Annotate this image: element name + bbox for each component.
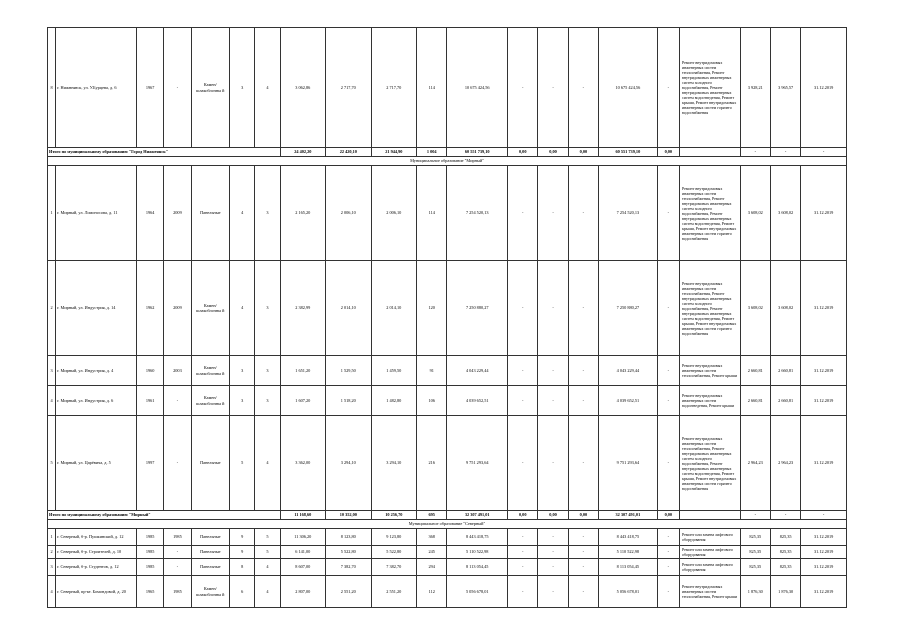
- cell-address: г. Северный, пр-кт. Бомондовой, д. 20: [56, 576, 137, 608]
- cell-address: г. Северный, б-р. Студентов, д. 12: [56, 559, 137, 576]
- cell-entrances: 3: [255, 386, 280, 416]
- cell-unit-cost: 825,35: [740, 529, 770, 546]
- cell-total-area: 11 306,20: [280, 529, 326, 546]
- cell-area-all: 2 717,70: [326, 28, 372, 148]
- cell-entrances: 4: [255, 416, 280, 511]
- cell-cost-total: 7 254 520,13: [447, 166, 508, 261]
- cell-cost-budget-loc: -: [568, 166, 598, 261]
- cell-year-recon: 2003: [164, 356, 191, 386]
- cell-year-recon: -: [164, 546, 191, 559]
- total-cost-fund: 0,00: [508, 511, 538, 520]
- cell-floors: 9: [230, 529, 255, 546]
- cell-unit-cost: 2 964,23: [740, 416, 770, 511]
- cell-cost-budget-rep: -: [538, 28, 568, 148]
- cell-floors: 4: [230, 166, 255, 261]
- cell-residents: 368: [417, 529, 447, 546]
- total-cost-other: 0,00: [657, 148, 679, 157]
- cell-floors: 9: [230, 546, 255, 559]
- cell-unit-cost: 1 876,30: [740, 576, 770, 608]
- total-deadline: -: [801, 511, 847, 520]
- cell-max-cost: 3 965,57: [770, 28, 800, 148]
- cell-work-types: Ремонт внутридомовых инженерных систем теплоснабжения, Ремонт внутридомовых инженерных систем холодного водоснабжения, Ремонт внутридомовых инженерных систем водоотведения, Ремонт крыши, Ремонт внутридомовых инженерных систем горячего водоснабжения: [679, 166, 740, 261]
- municipality-title: Муниципальное образование "Мирный": [48, 157, 847, 166]
- cell-total-area: 8 607,00: [280, 559, 326, 576]
- cell-cost-fund: -: [508, 576, 538, 608]
- cell-address: г. Мирный, ул. Индустрия, д. 4: [56, 356, 137, 386]
- cell-deadline: 31.12.2019: [801, 28, 847, 148]
- total-max-cost: -: [770, 511, 800, 520]
- total-work-types: [679, 511, 740, 520]
- cell-total-area: 2 382,99: [280, 261, 326, 356]
- cell-deadline: 31.12.2019: [801, 416, 847, 511]
- cell-wall: Камен/ шлакоблочны й: [191, 386, 229, 416]
- cell-cost-owners: 8 113 054,45: [599, 559, 658, 576]
- cell-cost-total: 9 751 293,64: [447, 416, 508, 511]
- cell-year-recon: 2009: [164, 261, 191, 356]
- cell-year-built: 1985: [136, 559, 163, 576]
- cell-year-recon: -: [164, 559, 191, 576]
- cell-residents: 120: [417, 261, 447, 356]
- cell-work-types: Ремонт внутридомовых инженерных систем теплоснабжения, Ремонт крыши: [679, 576, 740, 608]
- cell-year-built: 1965: [136, 576, 163, 608]
- cell-cost-total: 10 675 424,56: [447, 28, 508, 148]
- cell-year-built: 1962: [136, 261, 163, 356]
- cell-unit-cost: 825,35: [740, 559, 770, 576]
- cell-total-area: 6 141,00: [280, 546, 326, 559]
- cell-num: 2: [48, 261, 56, 356]
- total-cost-fund: 0,00: [508, 148, 538, 157]
- cell-area-res: 2 006,10: [371, 166, 417, 261]
- cell-cost-total: 4 043 229,44: [447, 356, 508, 386]
- cell-cost-budget-rep: -: [538, 416, 568, 511]
- cell-year-recon: 1985: [164, 529, 191, 546]
- total-max-cost: -: [770, 148, 800, 157]
- total-work-types: [679, 148, 740, 157]
- cell-unit-cost: 3 928,21: [740, 28, 770, 148]
- cell-cost-budget-loc: -: [568, 416, 598, 511]
- cell-year-built: 1985: [136, 546, 163, 559]
- cell-deadline: 31.12.2019: [801, 261, 847, 356]
- cell-cost-budget-rep: -: [538, 546, 568, 559]
- cell-num: 1: [48, 529, 56, 546]
- cell-max-cost: 825,35: [770, 559, 800, 576]
- cell-num: 1: [48, 166, 56, 261]
- cell-cost-owners: 9 751 293,64: [599, 416, 658, 511]
- cell-area-all: 2 551,20: [326, 576, 372, 608]
- cell-cost-fund: -: [508, 416, 538, 511]
- total-area-res: 10 256,70: [371, 511, 417, 520]
- cell-total-area: 1 651,20: [280, 356, 326, 386]
- table-row: [48, 416, 847, 511]
- cell-residents: 106: [417, 386, 447, 416]
- table-row: [48, 386, 847, 416]
- cell-wall: Панельные: [191, 546, 229, 559]
- total-area-all: 10 352,00: [326, 511, 372, 520]
- cell-area-all: 7 382,70: [326, 559, 372, 576]
- cell-cost-fund: -: [508, 261, 538, 356]
- cell-residents: 216: [417, 416, 447, 511]
- cell-year-built: 1961: [136, 386, 163, 416]
- cell-cost-owners: 7 254 520,13: [599, 166, 658, 261]
- cell-cost-owners: 5 110 522,98: [599, 546, 658, 559]
- cell-entrances: 5: [255, 529, 280, 546]
- cell-deadline: 31.12.2019: [801, 559, 847, 576]
- cell-cost-budget-loc: -: [568, 261, 598, 356]
- cell-year-built: 1985: [136, 529, 163, 546]
- cell-cost-total: 7 250 880,27: [447, 261, 508, 356]
- cell-cost-other: -: [657, 261, 679, 356]
- cell-address: г. Нижнеянск, ул. У.Бурцева, д. 6: [56, 28, 137, 148]
- table-row: [48, 576, 847, 608]
- cell-wall: Камен/ шлакоблочны й: [191, 261, 229, 356]
- cell-residents: 114: [417, 166, 447, 261]
- total-cost-budget-rep: 0,00: [538, 511, 568, 520]
- cell-floors: 3: [230, 386, 255, 416]
- cell-total-area: 1 607,20: [280, 386, 326, 416]
- cell-address: г. Мирный, ул. Индустрия, д. 6: [56, 386, 137, 416]
- cell-cost-budget-loc: -: [568, 529, 598, 546]
- cell-max-cost: 3 608,02: [770, 261, 800, 356]
- total-total-area: 11 168,60: [280, 511, 326, 520]
- total-residents: 1 004: [417, 148, 447, 157]
- cell-num: 3: [48, 356, 56, 386]
- total-cost-budget-loc: 0,00: [568, 511, 598, 520]
- total-area-res: 21 944,90: [371, 148, 417, 157]
- total-area-all: 22 420,10: [326, 148, 372, 157]
- cell-area-all: 1 518,20: [326, 386, 372, 416]
- cell-wall: Камен/ шлакоблочны й: [191, 576, 229, 608]
- municipality-header-row: [48, 157, 847, 166]
- cell-cost-owners: 7 250 880,27: [599, 261, 658, 356]
- cell-cost-total: 4 039 652,51: [447, 386, 508, 416]
- cell-area-all: 8 123,80: [326, 529, 372, 546]
- cell-deadline: 31.12.2019: [801, 529, 847, 546]
- cell-cost-total: 8 443 418,75: [447, 529, 508, 546]
- total-residents: 695: [417, 511, 447, 520]
- cell-year-recon: -: [164, 416, 191, 511]
- cell-cost-fund: -: [508, 166, 538, 261]
- cell-residents: 114: [417, 28, 447, 148]
- cell-cost-fund: -: [508, 356, 538, 386]
- total-cost-budget-loc: 0,00: [568, 148, 598, 157]
- cell-cost-other: -: [657, 28, 679, 148]
- table-row: [48, 28, 847, 148]
- cell-wall: Панельные: [191, 559, 229, 576]
- total-unit-cost: -: [740, 148, 770, 157]
- cell-cost-owners: 4 043 229,44: [599, 356, 658, 386]
- document-page: [47, 27, 847, 608]
- cell-max-cost: 2 660,81: [770, 356, 800, 386]
- cell-area-res: 2 717,70: [371, 28, 417, 148]
- cell-work-types: Ремонт внутридомовых инженерных систем теплоснабжения, Ремонт крыши: [679, 356, 740, 386]
- cell-residents: 112: [417, 576, 447, 608]
- cell-max-cost: 2 964,23: [770, 416, 800, 511]
- cell-floors: 5: [230, 416, 255, 511]
- cell-residents: 294: [417, 559, 447, 576]
- cell-year-recon: 2009: [164, 166, 191, 261]
- cell-total-area: 2 807,00: [280, 576, 326, 608]
- cell-wall: Камен/ шлакоблочны й: [191, 28, 229, 148]
- cell-unit-cost: 2 660,81: [740, 386, 770, 416]
- cell-unit-cost: 3 608,02: [740, 166, 770, 261]
- cell-cost-other: -: [657, 546, 679, 559]
- cell-work-types: Ремонт внутридомовых инженерных систем теплоснабжения, Ремонт внутридомовых инженерных систем холодного водоснабжения, Ремонт внутридомовых инженерных систем водоотведения, Ремонт крыши, Ремонт внутридомовых инженерных систем горячего водоснабжения: [679, 416, 740, 511]
- cell-area-res: 7 382,70: [371, 559, 417, 576]
- total-cost-total: 32 307 491,01: [447, 511, 508, 520]
- cell-wall: Панельные: [191, 416, 229, 511]
- cell-year-built: 1997: [136, 416, 163, 511]
- cell-area-res: 5 522,80: [371, 546, 417, 559]
- cell-entrances: 4: [255, 28, 280, 148]
- cell-entrances: 4: [255, 576, 280, 608]
- cell-deadline: 31.12.2019: [801, 386, 847, 416]
- table-row: [48, 356, 847, 386]
- cell-wall: Панельные: [191, 529, 229, 546]
- table-row: [48, 559, 847, 576]
- cell-cost-budget-loc: -: [568, 576, 598, 608]
- cell-wall: Камен/ шлакоблочны й: [191, 356, 229, 386]
- cell-cost-budget-rep: -: [538, 529, 568, 546]
- cell-max-cost: 825,35: [770, 546, 800, 559]
- total-cost-other: 0,00: [657, 511, 679, 520]
- cell-cost-fund: -: [508, 386, 538, 416]
- cell-cost-budget-loc: -: [568, 28, 598, 148]
- cell-cost-other: -: [657, 559, 679, 576]
- total-unit-cost: -: [740, 511, 770, 520]
- cell-cost-fund: -: [508, 559, 538, 576]
- cell-work-types: Ремонт или замена лифтового оборудования: [679, 559, 740, 576]
- total-label: Итого по муниципальному образованию "Город Нижнеянск": [48, 148, 281, 157]
- total-cost-owners: 60 551 739,10: [599, 148, 658, 157]
- cell-cost-budget-rep: -: [538, 386, 568, 416]
- total-cost-budget-rep: 0,00: [538, 148, 568, 157]
- cell-cost-budget-loc: -: [568, 559, 598, 576]
- capital-repair-table: [47, 27, 847, 608]
- cell-year-recon: -: [164, 28, 191, 148]
- cell-deadline: 31.12.2019: [801, 166, 847, 261]
- table-row: [48, 166, 847, 261]
- cell-cost-other: -: [657, 386, 679, 416]
- cell-unit-cost: 2 660,81: [740, 356, 770, 386]
- cell-max-cost: 3 608,02: [770, 166, 800, 261]
- cell-work-types: Ремонт внутридомовых инженерных систем теплоснабжения, Ремонт внутридомовых инженерных систем холодного водоснабжения, Ремонт внутридомовых инженерных систем водоотведения, Ремонт крыши, Ремонт внутридомовых инженерных систем горячего водоснабжения: [679, 28, 740, 148]
- cell-num: 8: [48, 28, 56, 148]
- cell-wall: Панельные: [191, 166, 229, 261]
- cell-entrances: 3: [255, 356, 280, 386]
- cell-cost-budget-rep: -: [538, 356, 568, 386]
- total-cost-owners: 32 307 491,01: [599, 511, 658, 520]
- cell-floors: 4: [230, 261, 255, 356]
- table-row: [48, 261, 847, 356]
- cell-total-area: 3 362,00: [280, 416, 326, 511]
- cell-address: г. Северный, б-р. Строителей, д. 10: [56, 546, 137, 559]
- cell-cost-budget-rep: -: [538, 261, 568, 356]
- cell-cost-total: 5 056 678,01: [447, 576, 508, 608]
- cell-work-types: Ремонт или замена лифтового оборудования: [679, 546, 740, 559]
- cell-area-res: 1 459,50: [371, 356, 417, 386]
- cell-floors: 3: [230, 28, 255, 148]
- cell-entrances: 3: [255, 166, 280, 261]
- cell-max-cost: 2 660,81: [770, 386, 800, 416]
- cell-cost-budget-loc: -: [568, 356, 598, 386]
- cell-area-res: 2 551,20: [371, 576, 417, 608]
- cell-year-built: 1964: [136, 166, 163, 261]
- cell-floors: 8: [230, 559, 255, 576]
- cell-num: 4: [48, 386, 56, 416]
- table-row: [48, 529, 847, 546]
- cell-residents: 91: [417, 356, 447, 386]
- cell-deadline: 31.12.2019: [801, 356, 847, 386]
- cell-cost-owners: 10 675 424,56: [599, 28, 658, 148]
- cell-address: г. Северный, б-р. Пушкинский, д. 12: [56, 529, 137, 546]
- total-total-area: 24 402,20: [280, 148, 326, 157]
- cell-entrances: 5: [255, 546, 280, 559]
- cell-address: г. Мирный, ул. Индустрия, д. 14: [56, 261, 137, 356]
- cell-residents: 245: [417, 546, 447, 559]
- cell-cost-fund: -: [508, 529, 538, 546]
- cell-year-built: 1960: [136, 356, 163, 386]
- cell-num: 2: [48, 546, 56, 559]
- cell-cost-other: -: [657, 166, 679, 261]
- total-label: Итого по муниципальному образованию "Мирный": [48, 511, 281, 520]
- cell-num: 4: [48, 576, 56, 608]
- cell-cost-fund: -: [508, 546, 538, 559]
- cell-cost-other: -: [657, 576, 679, 608]
- cell-area-res: 3 294,10: [371, 416, 417, 511]
- cell-work-types: Ремонт внутридомовых инженерных систем теплоснабжения, Ремонт внутридомовых инженерных систем холодного водоснабжения, Ремонт внутридомовых инженерных систем водоотведения, Ремонт крыши, Ремонт внутридомовых инженерных систем горячего водоснабжения: [679, 261, 740, 356]
- cell-cost-fund: -: [508, 28, 538, 148]
- cell-area-res: 9 123,80: [371, 529, 417, 546]
- cell-cost-other: -: [657, 356, 679, 386]
- cell-max-cost: 1 876,30: [770, 576, 800, 608]
- cell-year-recon: -: [164, 386, 191, 416]
- cell-area-res: 1 482,80: [371, 386, 417, 416]
- cell-work-types: Ремонт или замена лифтового оборудования: [679, 529, 740, 546]
- cell-year-recon: 1985: [164, 576, 191, 608]
- cell-cost-budget-rep: -: [538, 166, 568, 261]
- cell-cost-owners: 8 443 418,75: [599, 529, 658, 546]
- cell-total-area: 3 062,86: [280, 28, 326, 148]
- cell-area-all: 1 529,50: [326, 356, 372, 386]
- cell-cost-other: -: [657, 529, 679, 546]
- cell-deadline: 31.12.2019: [801, 546, 847, 559]
- cell-total-area: 2 165,20: [280, 166, 326, 261]
- table-row: [48, 546, 847, 559]
- cell-num: 5: [48, 416, 56, 511]
- cell-max-cost: 825,35: [770, 529, 800, 546]
- municipality-title: Муниципальное образование "Северный": [48, 520, 847, 529]
- total-row: [48, 511, 847, 520]
- cell-work-types: Ремонт внутридомовых инженерных систем водоотведения, Ремонт крыши: [679, 386, 740, 416]
- cell-floors: 6: [230, 576, 255, 608]
- cell-area-all: 5 522,80: [326, 546, 372, 559]
- total-cost-total: 60 551 739,10: [447, 148, 508, 157]
- cell-unit-cost: 3 608,02: [740, 261, 770, 356]
- cell-cost-budget-loc: -: [568, 546, 598, 559]
- cell-cost-budget-loc: -: [568, 386, 598, 416]
- cell-area-all: 2 014,10: [326, 261, 372, 356]
- total-deadline: -: [801, 148, 847, 157]
- cell-address: г. Мирный, ул. Царёвича, д. 5: [56, 416, 137, 511]
- cell-area-all: 3 294,10: [326, 416, 372, 511]
- cell-year-built: 1967: [136, 28, 163, 148]
- cell-area-all: 2 006,10: [326, 166, 372, 261]
- cell-entrances: 3: [255, 261, 280, 356]
- cell-num: 3: [48, 559, 56, 576]
- cell-cost-total: 8 113 054,45: [447, 559, 508, 576]
- cell-cost-total: 5 110 522,98: [447, 546, 508, 559]
- cell-cost-other: -: [657, 416, 679, 511]
- cell-cost-budget-rep: -: [538, 559, 568, 576]
- cell-floors: 3: [230, 356, 255, 386]
- cell-cost-owners: 5 056 678,01: [599, 576, 658, 608]
- cell-unit-cost: 825,35: [740, 546, 770, 559]
- municipality-header-row: [48, 520, 847, 529]
- cell-cost-budget-rep: -: [538, 576, 568, 608]
- cell-address: г. Мирный, ул. Ломоносова, д. 11: [56, 166, 137, 261]
- cell-cost-owners: 4 039 652,51: [599, 386, 658, 416]
- cell-entrances: 4: [255, 559, 280, 576]
- total-row: [48, 148, 847, 157]
- cell-deadline: 31.12.2019: [801, 576, 847, 608]
- cell-area-res: 2 014,10: [371, 261, 417, 356]
